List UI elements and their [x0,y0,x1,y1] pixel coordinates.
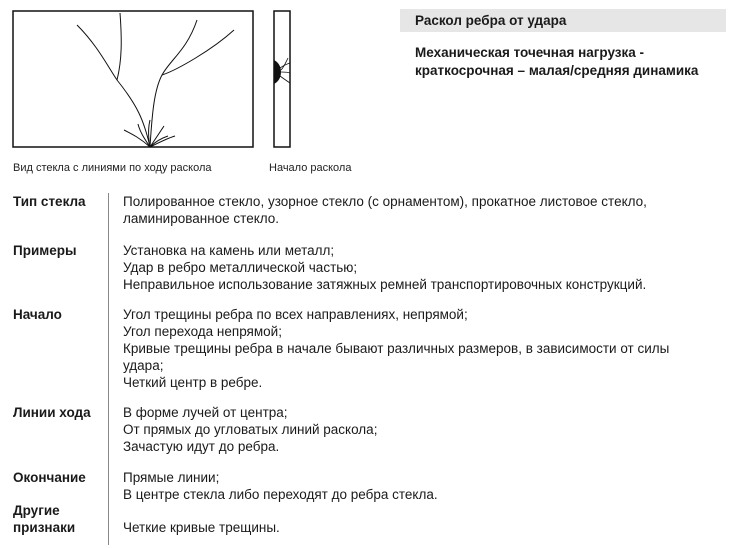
figure-caption-right: Начало раскола [269,162,352,174]
row-text-line [123,502,723,519]
glass-pane-figure [12,10,256,152]
figure-caption-left: Вид стекла с линиями по ходу раскола [13,162,212,174]
row-label: Начало [13,307,62,322]
title-banner [400,9,726,32]
row-text-line: Четкий центр в ребре. [123,375,263,390]
row-text-line: Неправильное использование затяжных ремней транспортировочных конструкций. [123,277,647,292]
row-label [13,502,75,536]
subtitle [415,44,730,80]
subtitle-line: Механическая точечная нагрузка - [415,45,644,60]
row-text-line: удара; [123,358,164,373]
row-text [123,469,723,503]
subtitle-line: краткосрочная – малая/средняя динамика [415,63,699,78]
row-text-line: Прямые линии; [123,470,220,485]
row-text-line: Угол перехода непрямой; [123,324,282,339]
column-divider [108,193,109,545]
row-text [123,306,723,391]
row-text-line: Полированное стекло, узорное стекло (с орнаментом), прокатное листовое стекло, [123,194,647,209]
row-label: Тип стекла [13,194,86,209]
row-text-line: От прямых до угловатых линий раскола; [123,422,378,437]
glass-pane-outline [13,11,253,147]
glass-edge-figure [272,10,296,152]
row-label: Примеры [13,243,77,258]
row-text-line: Четкие кривые трещины. [123,520,280,535]
row-label-line: Другие [13,503,60,518]
row-text [123,502,723,536]
row-text-line: Угол трещины ребра по всех направлениях, непрямой; [123,307,468,322]
row-text [123,242,723,293]
row-text-line: Установка на камень или металл; [123,243,335,258]
page-title: Раскол ребра от удара [415,13,567,28]
row-text-line: ламинированное стекло. [123,211,280,226]
row-text-line: Кривые трещины ребра в начале бывают различных размеров, в зависимости от силы [123,341,670,356]
row-text [123,404,723,455]
row-text-line: В форме лучей от центра; [123,405,288,420]
row-text-line: Зачастую идут до ребра. [123,439,280,454]
fracture-lines [77,13,234,147]
row-text-line: Удар в ребро металлической частью; [123,260,358,275]
fracture-origin-mark [274,58,290,84]
row-label-line: признаки [13,520,76,535]
row-text-line: В центре стекла либо переходят до ребра стекла. [123,487,438,502]
row-label: Окончание [13,470,86,485]
row-text [123,193,723,227]
row-label: Линии хода [13,405,91,420]
